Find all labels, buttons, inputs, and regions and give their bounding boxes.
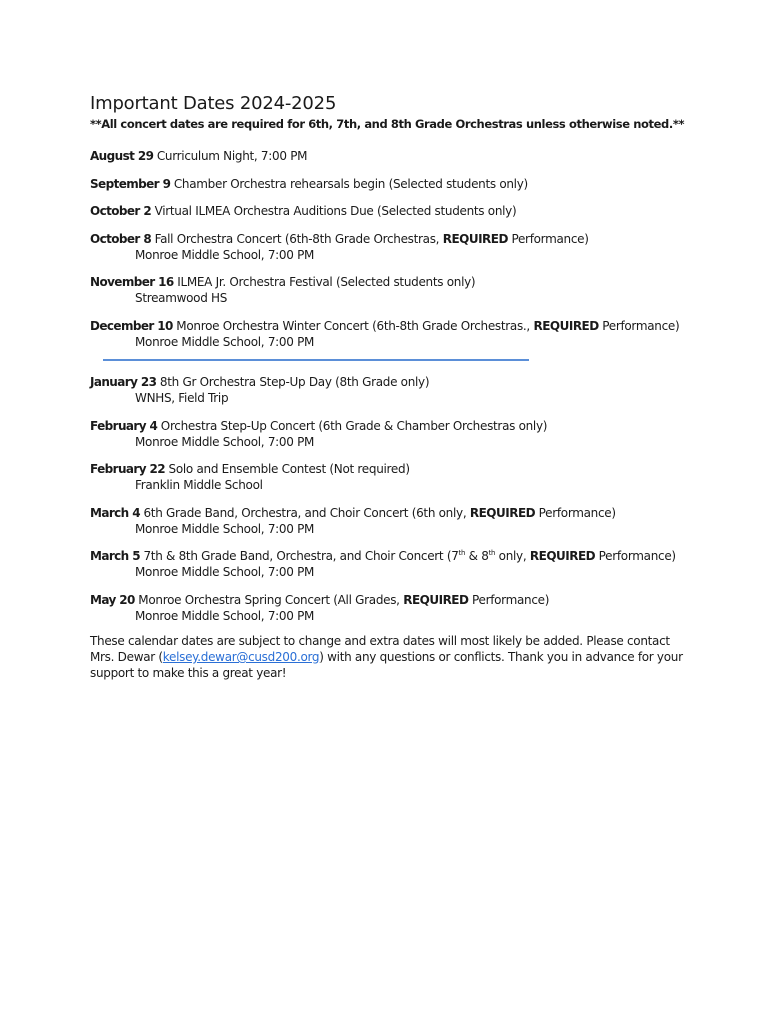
event-location: Monroe Middle School, 7:00 PM (135, 521, 315, 536)
event-description: Monroe Orchestra Winter Concert (6th-8th Grade Orchestras., (172, 318, 534, 333)
event-location: Monroe Middle School, 7:00 PM (135, 565, 315, 579)
footer-text: These calendar dates are subject to change and extra dates will most likely be added. Please contact Mrs. Dewar ( (90, 634, 670, 664)
event-date: October 8 (90, 231, 152, 246)
event-description: 8th Gr Orchestra Step-Up Day (8th Grade only) (156, 375, 430, 389)
event-description-end: Performance) (507, 231, 589, 246)
event-date: December 10 (90, 318, 173, 333)
event-date: October 2 (90, 204, 152, 218)
event-item (90, 318, 690, 350)
event-location: Monroe Middle School, 7:00 PM (135, 247, 315, 262)
event-description: Monroe Orchestra Spring Concert (All Grades, (134, 592, 404, 607)
event-location: Streamwood HS (135, 291, 228, 305)
event-date: February 4 (90, 418, 158, 433)
event-description-end: Performance) (598, 318, 680, 333)
required-label: REQUIRED (442, 231, 508, 246)
section-divider (103, 359, 529, 361)
event-description-end: Performance) (595, 549, 676, 563)
event-description: Chamber Orchestra rehearsals begin (Selected students only) (170, 176, 528, 191)
event-item (90, 592, 690, 624)
event-description-mid: only, (495, 549, 530, 563)
event-description-mid: & 8 (465, 549, 489, 563)
event-description: Virtual ILMEA Orchestra Auditions Due (Selected students only) (151, 204, 517, 218)
required-label: REQUIRED (533, 318, 599, 333)
event-date: August 29 (90, 149, 154, 163)
document-page (90, 92, 690, 693)
event-item (90, 274, 690, 306)
events-list (90, 148, 690, 624)
event-item (90, 148, 690, 164)
event-description: ILMEA Jr. Orchestra Festival (Selected students only) (173, 275, 476, 289)
event-description: 7th & 8th Grade Band, Orchestra, and Choir Concert (7 (139, 549, 459, 563)
event-location: Monroe Middle School, 7:00 PM (135, 608, 315, 623)
event-description: Fall Orchestra Concert (6th-8th Grade Orchestras, (151, 231, 443, 246)
event-date: September 9 (90, 176, 171, 191)
event-date: May 20 (90, 592, 135, 607)
event-item (90, 231, 690, 263)
event-description: 6th Grade Band, Orchestra, and Choir Concert (6th only, (139, 505, 470, 520)
event-item (90, 505, 690, 537)
event-item (90, 418, 690, 450)
event-description: Curriculum Night, 7:00 PM (153, 149, 308, 163)
event-date: February 22 (90, 462, 166, 476)
event-description-end: Performance) (535, 505, 616, 520)
required-label: REQUIRED (469, 505, 536, 520)
event-item (90, 176, 690, 192)
event-date: January 23 (90, 375, 157, 389)
footer-note (90, 633, 690, 681)
page-title: Important Dates 2024-2025 (90, 93, 337, 114)
event-date: November 16 (90, 275, 174, 289)
event-description-end: Performance) (468, 592, 550, 607)
event-location: Franklin Middle School (135, 478, 263, 492)
footer-text-end: ) with any questions or conflicts. Thank you in advance for your support to make this a great year! (90, 650, 683, 680)
event-description: Solo and Ensemble Contest (Not required) (165, 462, 410, 476)
page-subtitle: **All concert dates are required for 6th, 7th, and 8th Grade Orchestras unless otherwise noted.** (90, 117, 685, 131)
event-location: Monroe Middle School, 7:00 PM (135, 334, 315, 349)
ordinal-suffix: th (458, 549, 466, 557)
event-item (90, 374, 690, 406)
event-item (90, 461, 690, 493)
event-item (90, 203, 690, 219)
email-link[interactable]: kelsey.dewar@cusd200.org (162, 650, 320, 664)
event-date: March 4 (90, 505, 140, 520)
event-location: Monroe Middle School, 7:00 PM (135, 434, 315, 449)
required-label: REQUIRED (529, 549, 596, 563)
event-location: WNHS, Field Trip (135, 391, 229, 405)
ordinal-suffix: th (488, 549, 496, 557)
event-description: Orchestra Step-Up Concert (6th Grade & Chamber Orchestras only) (157, 418, 548, 433)
event-date: March 5 (90, 549, 140, 563)
required-label: REQUIRED (403, 592, 469, 607)
event-item (90, 548, 690, 580)
